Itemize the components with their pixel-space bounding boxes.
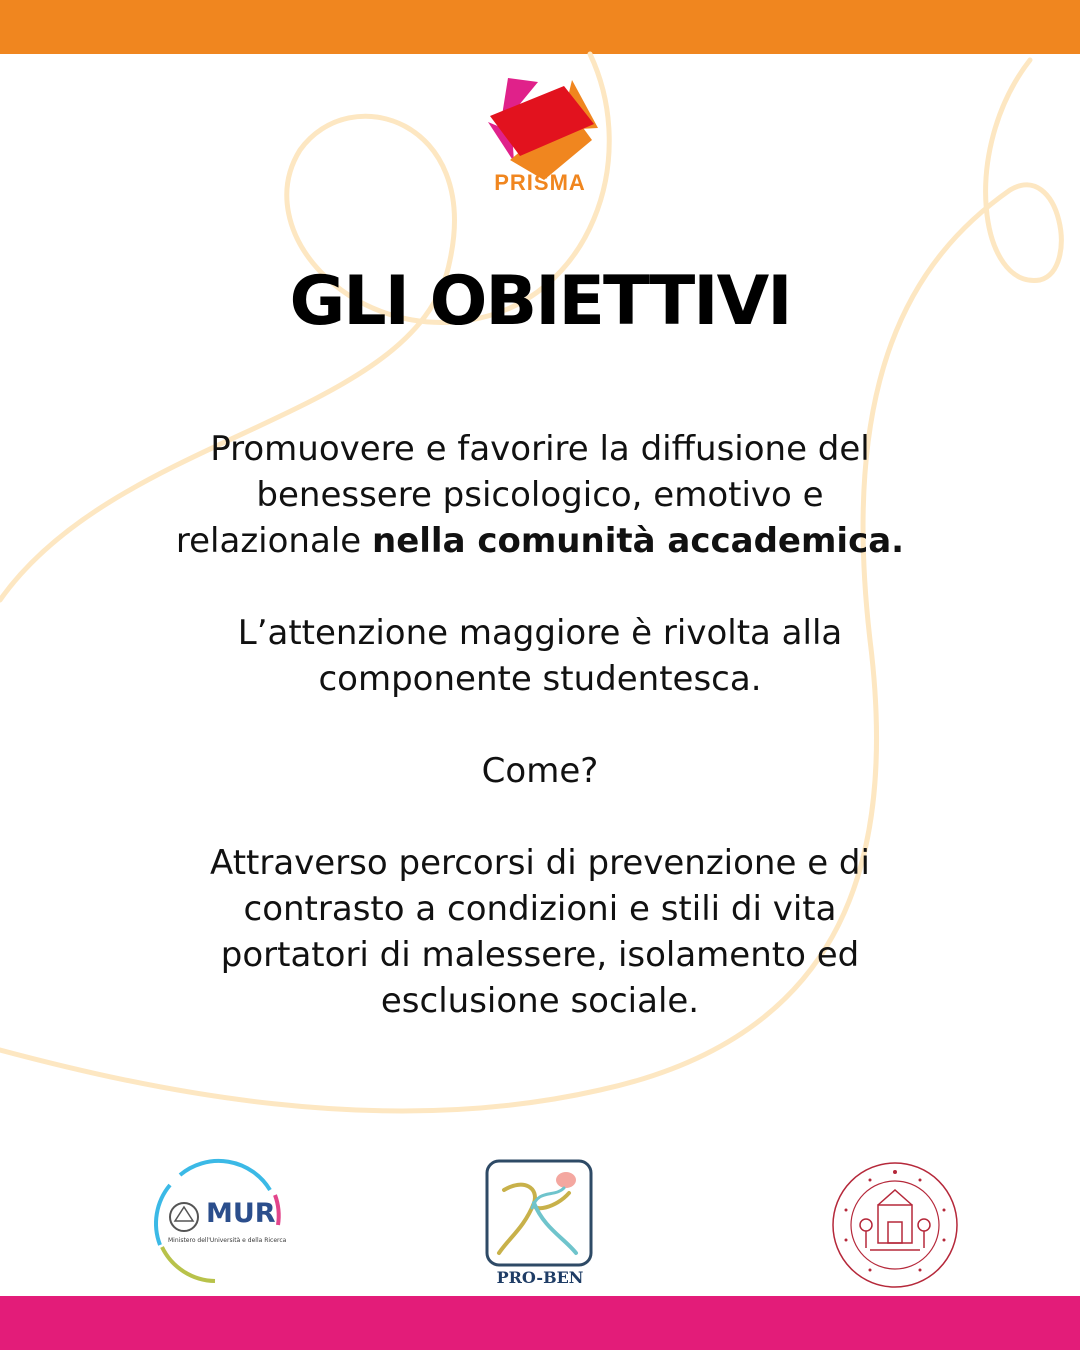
mur-subtitle: Ministero dell'Università e della Ricerca	[168, 1237, 287, 1244]
p4-line-2: contrasto a condizioni e stili di vita	[243, 889, 837, 929]
question-text: Come?	[481, 751, 599, 791]
p1-line-3-bold: nella comunità accademica.	[372, 521, 905, 561]
p1-line-2: benessere psicologico, emotivo e	[256, 475, 824, 515]
p1-line-3	[90, 518, 990, 564]
prisma-brand-label: PRISMA	[494, 170, 586, 195]
objective-paragraph-3	[90, 840, 990, 1024]
mur-label: MUR	[206, 1198, 276, 1229]
university-seal-icon	[830, 1160, 960, 1290]
objective-paragraph-2	[90, 610, 990, 702]
p4-line-3: portatori di malessere, isolamento ed	[220, 935, 860, 975]
p2-line-2: componente studentesca.	[318, 659, 762, 699]
p4-line-4: esclusione sociale.	[380, 981, 700, 1021]
page-title: GLI OBIETTIVI	[289, 262, 791, 341]
p1-line-1: Promuovere e favorire la diffusione del	[210, 429, 870, 469]
top-color-bar	[0, 0, 1080, 54]
pro-ben-logo-icon	[484, 1158, 594, 1268]
objective-paragraph-1	[90, 426, 990, 564]
p4-line-1: Attraverso percorsi di prevenzione e di	[210, 843, 870, 883]
bottom-color-bar	[0, 1296, 1080, 1350]
p1-line-3-normal: relazionale	[175, 521, 372, 561]
pro-ben-label: PRO-BEN	[496, 1268, 584, 1287]
p2-line-1: L’attenzione maggiore è rivolta alla	[237, 613, 843, 653]
